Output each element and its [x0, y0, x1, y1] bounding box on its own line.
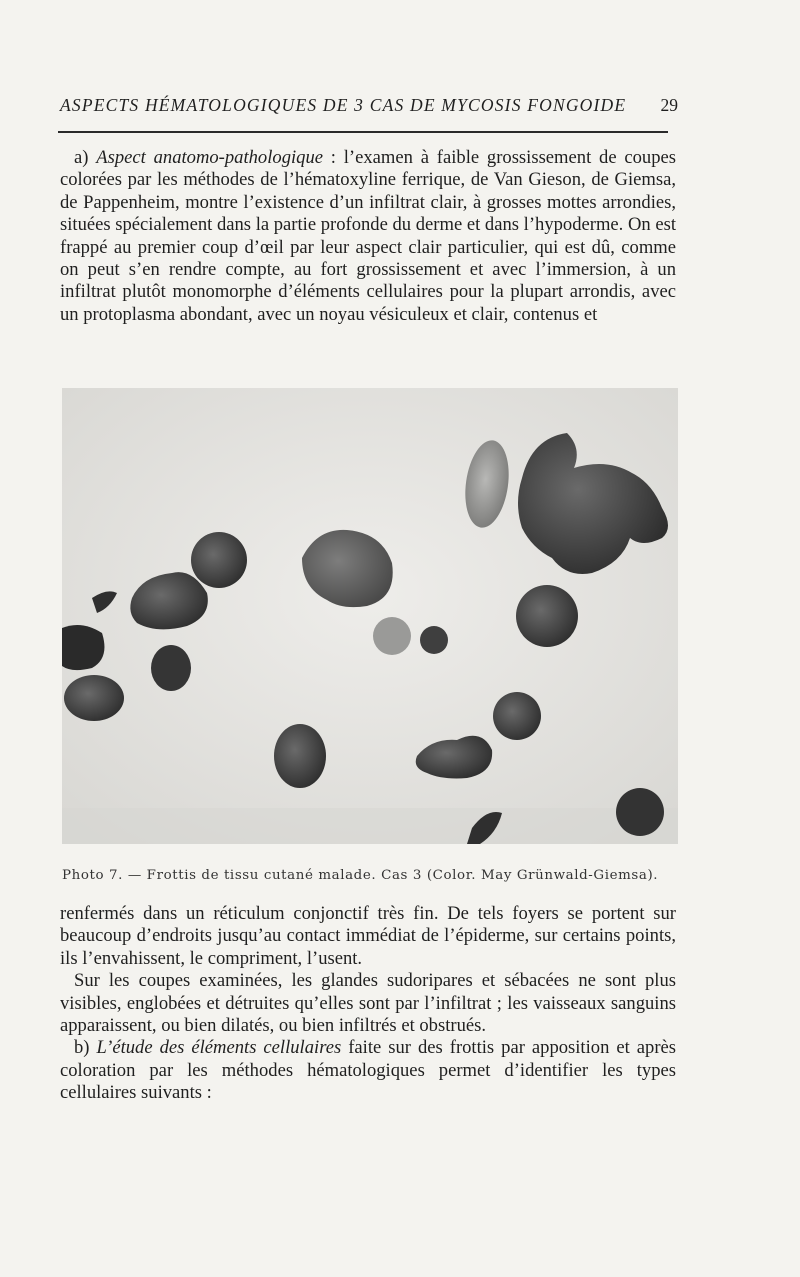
cell	[191, 532, 247, 588]
section-b-paragraph	[60, 1037, 676, 1104]
cell	[64, 675, 124, 721]
figure-caption: Photo 7. — Frottis de tissu cutané malade. Cas 3 (Color. May Grünwald-Giemsa).	[62, 868, 659, 883]
running-title: ASPECTS HÉMATOLOGIQUES DE 3 CAS DE MYCOSIS FONGOIDE	[60, 95, 627, 115]
section-a-label: a)	[74, 147, 89, 168]
body-continuation	[60, 903, 676, 1105]
cell	[616, 788, 664, 836]
section-b-title: L’étude des éléments cellulaires	[96, 1037, 342, 1059]
continuation-paragraph: renfermés dans un réticulum conjonctif très fin. De tels foyers se portent sur beaucoup d’endroits jusqu’au contact immédiat de l’épiderme, sur certains points, ils l’envahissent, le compriment, l’usent.	[60, 903, 676, 969]
running-head	[60, 95, 678, 116]
section-a-text: : l’examen à faible grossissement de coupes colorées par les méthodes de l’hématoxyline ferrique, de Van Gieson, de Giemsa, de Pappenheim, montre l’existence d’un infiltrat clair, à grosses mottes arrondies, situées spécialement dans la partie profonde du derme et dans l’hypoderme. On est frappé au premier coup d’œil par leur aspect clair particulier, qui est dû, comme on peut s’en rendre compte, au fort grossissement et avec l’immersion, à un infiltrat plutôt monomorphe d’éléments cellulaires pour la plupart arrondis, avec un protoplasma abondant, avec un noyau vésiculeux et clair, contenus et	[60, 147, 677, 325]
section-b-text: faite sur des frottis par apposition et après coloration par les méthodes hématologiques permet d’identifier les types cellulaires suivants :	[60, 1037, 676, 1104]
glandes-paragraph: Sur les coupes examinées, les glandes sudoripares et sébacées ne sont plus visibles, englobées et détruites qu’elles sont par l’infiltrat ; les vaisseaux sanguins apparaissent, ou bien dilatés, ou bien infiltrés et obstrués.	[60, 970, 676, 1037]
section-a-paragraph	[60, 147, 676, 326]
cell	[274, 724, 326, 788]
page-number: 29	[660, 95, 678, 115]
header-rule	[58, 131, 668, 133]
section-a-block	[60, 147, 676, 326]
cell	[373, 617, 411, 655]
section-b-label: b)	[74, 1037, 90, 1059]
cell	[151, 645, 191, 691]
section-a-title: Aspect anatomo-pathologique	[96, 147, 324, 168]
cell	[62, 625, 104, 670]
cell	[516, 585, 578, 647]
micrograph-photo	[62, 388, 678, 844]
smear-micrograph	[62, 388, 678, 844]
cell	[420, 626, 448, 654]
cell	[493, 692, 541, 740]
